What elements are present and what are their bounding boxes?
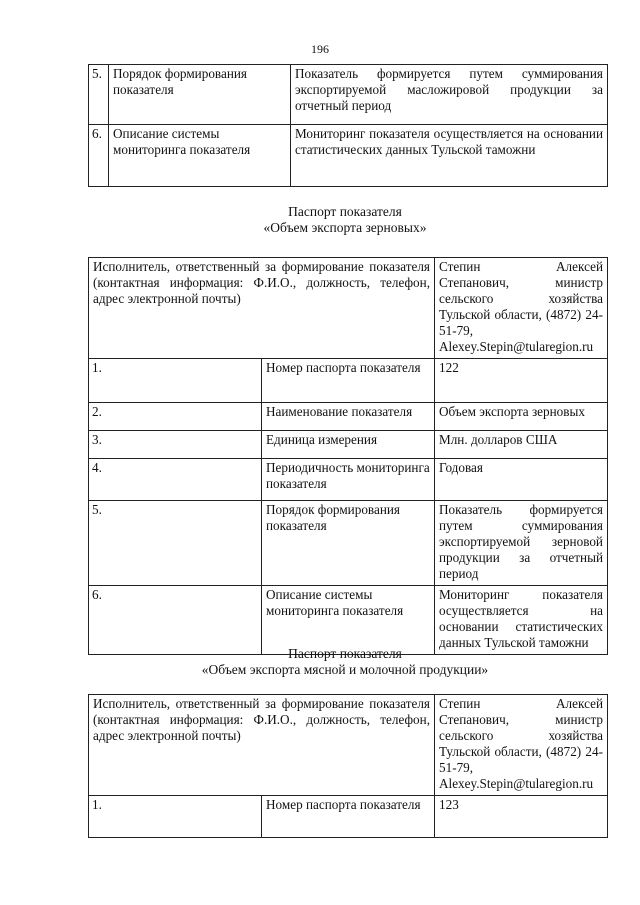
row-number: 2. [89,403,262,431]
row-name: Периодичность мониторинга показателя [262,459,435,501]
section-title-line: «Объем экспорта мясной и молочной продукции» [201,662,489,677]
executor-label: Исполнитель, ответственный за формирование показателя (контактная информация: Ф.И.О., должность, телефон, адрес электронной почты) [89,258,435,359]
row-number: 1. [89,796,262,838]
section-title [0,646,640,678]
section-title-line: Паспорт показателя [288,204,402,219]
row-value: Млн. долларов США [435,431,608,459]
row-value: 123 [435,796,608,838]
table-row [89,501,608,586]
table-row [89,459,608,501]
row-name: Описание системы мониторинга показателя [262,586,435,655]
row-number: 4. [89,459,262,501]
table-row [89,586,608,655]
row-value: Показатель формируется путем суммирования экспортируемой масложировой продукции за отчетный период [291,65,608,125]
table-row [89,796,608,838]
table-row [89,65,608,125]
section-title [0,204,640,236]
executor-value: Степин Алексей Степанович, министр сельского хозяйства Тульской области, (4872) 24-51-79, Alexey.Stepin@tularegion.ru [435,258,608,359]
row-value: 122 [435,359,608,403]
row-name: Единица измерения [262,431,435,459]
row-name: Номер паспорта показателя [262,796,435,838]
table-row [89,125,608,187]
section-title-line: «Объем экспорта зерновых» [263,220,427,235]
passport-table-meat-dairy [88,694,608,838]
table-row [89,359,608,403]
row-number: 5. [89,65,109,125]
row-name: Описание системы мониторинга показателя [109,125,291,187]
section-title-line: Паспорт показателя [288,646,402,661]
table-row [89,431,608,459]
continuation-table [88,64,608,187]
row-number: 1. [89,359,262,403]
row-name: Номер паспорта показателя [262,359,435,403]
row-value: Объем экспорта зерновых [435,403,608,431]
executor-value: Степин Алексей Степанович, министр сельского хозяйства Тульской области, (4872) 24-51-79, Alexey.Stepin@tularegion.ru [435,695,608,796]
row-value: Мониторинг показателя осуществляется на основании статистических данных Тульской таможни [435,586,608,655]
row-value: Мониторинг показателя осуществляется на основании статистических данных Тульской таможни [291,125,608,187]
executor-label: Исполнитель, ответственный за формирование показателя (контактная информация: Ф.И.О., должность, телефон, адрес электронной почты) [89,695,435,796]
row-value: Показатель формируется путем суммирования экспортируемой зерновой продукции за отчетный период [435,501,608,586]
row-number: 3. [89,431,262,459]
row-number: 5. [89,501,262,586]
row-number: 6. [89,125,109,187]
row-name: Порядок формирования показателя [109,65,291,125]
row-value: Годовая [435,459,608,501]
passport-table-grain [88,257,608,655]
table-row [89,258,608,359]
table-row [89,403,608,431]
table-row [89,695,608,796]
row-name: Порядок формирования показателя [262,501,435,586]
page-number: 196 [311,42,329,56]
row-number: 6. [89,586,262,655]
row-name: Наименование показателя [262,403,435,431]
